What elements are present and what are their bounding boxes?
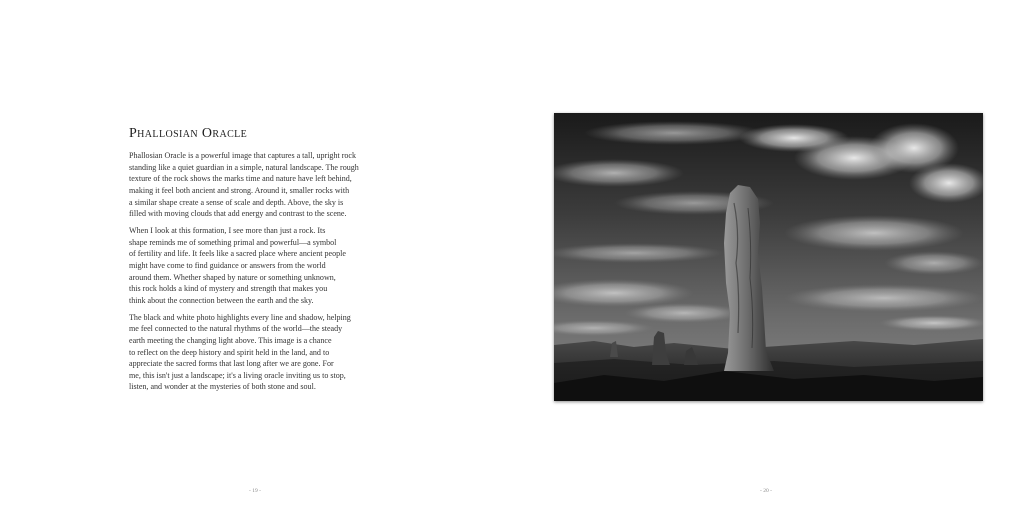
text-line: Phallosian Oracle is a powerful image that captures a tall, upright rock xyxy=(129,151,357,160)
text-line: a similar shape create a sense of scale and depth. Above, the sky is xyxy=(129,197,344,207)
text-line: The black and white photo highlights every line and shadow, helping xyxy=(129,312,351,322)
paragraph-3 xyxy=(129,312,379,394)
text-block xyxy=(129,126,379,398)
rock-spire-photo-icon xyxy=(554,113,983,401)
paragraph-2 xyxy=(129,225,379,307)
page-number-right: - 20 - xyxy=(760,488,772,494)
text-line: texture of the rock shows the marks time and nature have left behind, xyxy=(129,174,352,184)
paragraph-1 xyxy=(129,150,379,220)
text-line: of fertility and life. It feels like a sacred place where ancient people xyxy=(129,249,346,259)
text-line: filled with moving clouds that add energy and contrast to the scene. xyxy=(129,209,347,219)
text-line: around them. Whether shaped by nature or something unknown, xyxy=(129,272,336,282)
text-line: this rock holds a kind of mystery and strength that makes you xyxy=(129,284,328,294)
text-line: making it feel both ancient and strong. Around it, smaller rocks with xyxy=(129,185,350,195)
text-line: standing like a quiet guardian in a simple, natural landscape. The rough xyxy=(129,162,359,172)
page-title: Phallosian Oracle xyxy=(129,126,248,141)
text-line: might have come to find guidance or answers from the world xyxy=(129,260,326,270)
text-line: think about the connection between the earth and the sky. xyxy=(129,295,314,305)
page-number-left: - 19 - xyxy=(249,488,261,494)
text-line: to reflect on the deep history and spirit held in the land, and to xyxy=(129,347,330,357)
text-line: listen, and wonder at the mysteries of both stone and soul. xyxy=(129,382,316,392)
text-line: me feel connected to the natural rhythms of the world—the steady xyxy=(129,324,343,334)
text-line: shape reminds me of something primal and powerful—a symbol xyxy=(129,237,337,247)
text-line: earth meeting the changing light above. This image is a chance xyxy=(129,335,332,345)
photo xyxy=(554,113,983,401)
text-line: me, this isn't just a landscape; it's a living oracle inviting us to stop, xyxy=(129,370,346,380)
text-line: appreciate the sacred forms that last long after we are gone. For xyxy=(129,359,334,369)
text-line: When I look at this formation, I see more than just a rock. Its xyxy=(129,225,326,235)
